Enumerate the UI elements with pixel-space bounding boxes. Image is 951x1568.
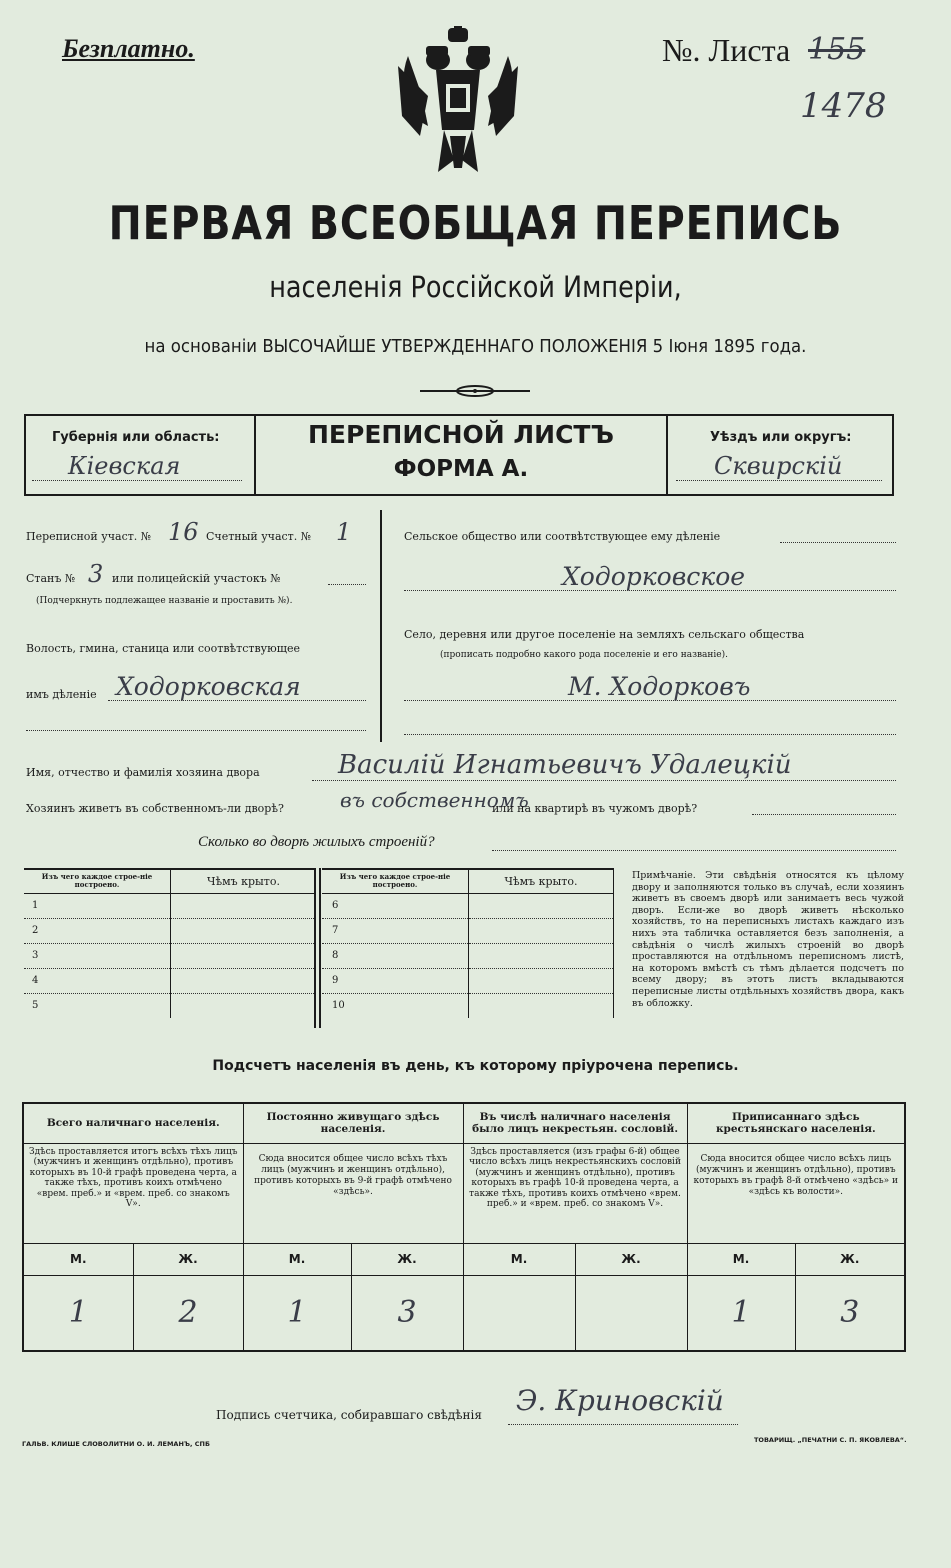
count-total-male: 1 xyxy=(23,1275,133,1351)
census-title: ПЕРВАЯ ВСЕОБЩАЯ ПЕРЕПИСЬ xyxy=(108,196,843,250)
male-label: М. xyxy=(23,1243,133,1275)
col-roof: Чѣмъ крыто. xyxy=(171,869,317,893)
buildings-table-right xyxy=(322,868,614,1018)
owner-lives-label: Хозяинъ живетъ въ собственномъ-ли дворѣ? xyxy=(26,802,284,815)
count-head-total: Всего наличнаго населенія. xyxy=(23,1103,243,1143)
uchast-label: Переписной участ. № xyxy=(26,530,152,543)
col-material: Изъ чего каждое строе-ніе построено. xyxy=(322,869,469,893)
ornament-divider xyxy=(420,384,530,398)
buildings-table-left xyxy=(24,868,316,1018)
obshchestvo-value: Ходорковское xyxy=(562,562,746,591)
selo-value: М. Ходорковъ xyxy=(568,672,751,701)
count-title: Подсчетъ населенія въ день, къ которому пріурочена перепись. xyxy=(212,1058,739,1074)
form-title: ПЕРЕПИСНОЙ ЛИСТЪ xyxy=(308,420,614,449)
female-label: Ж. xyxy=(351,1243,463,1275)
volost-line2 xyxy=(26,730,366,731)
buildings-question: Сколько во дворѣ жилыхъ строеній? xyxy=(198,834,435,850)
selo-label: Село, деревня или другое поселеніе на земляхъ сельскаго общества xyxy=(404,628,805,641)
stan-label: Станъ № xyxy=(26,572,76,585)
building-row-number: 9 xyxy=(322,968,469,993)
sheet-number-alt: 1478 xyxy=(800,86,887,126)
population-count-table xyxy=(22,1102,906,1352)
stan-rest: или полицейскій участокъ № xyxy=(112,572,281,585)
uezd-line xyxy=(676,480,882,481)
volost-value: Ходорковская xyxy=(116,672,301,701)
building-row-number: 5 xyxy=(24,993,171,1018)
uchast-value: 16 xyxy=(168,518,199,546)
divider xyxy=(254,414,256,496)
stan-line xyxy=(328,584,366,585)
count-nonpeasant-female xyxy=(575,1275,687,1351)
count-total-female: 2 xyxy=(133,1275,243,1351)
owner-lives-line xyxy=(752,814,896,815)
signature-label: Подпись счетчика, собиравшаго свѣдѣнія xyxy=(216,1408,482,1422)
owner-lives-value: въ собственномъ xyxy=(340,788,529,812)
building-row-number: 2 xyxy=(24,918,171,943)
male-label: М. xyxy=(687,1243,795,1275)
obshchestvo-line xyxy=(780,542,896,543)
gubernia-line xyxy=(32,480,242,481)
selo-line xyxy=(404,700,896,701)
uezd-value: Сквирскій xyxy=(714,452,843,480)
gubernia-value: Кіевская xyxy=(68,452,181,480)
male-label: М. xyxy=(463,1243,575,1275)
volost-label2: имъ дѣленіе xyxy=(26,688,97,701)
female-label: Ж. xyxy=(795,1243,905,1275)
obshchestvo-label: Сельское общество или соотвѣтствующее ему дѣленіе xyxy=(404,530,721,543)
footer-left: ГАЛЬВ. КЛИШЕ СЛОВОЛИТНИ О. И. ЛЕМАНЪ, СПБ xyxy=(22,1440,210,1448)
building-row-number: 7 xyxy=(322,918,469,943)
count-permanent-male: 1 xyxy=(243,1275,351,1351)
schet-value: 1 xyxy=(336,518,352,546)
count-desc: Сюда вносится общее число всѣхъ лицъ (мужчинъ и женщинъ отдѣльно), противъ которыхъ въ графѣ 8-й отмѣчено «здѣсь» и «здѣсь къ волости». xyxy=(687,1143,905,1243)
count-peasant-male: 1 xyxy=(687,1275,795,1351)
signature-value: Э. Криновскій xyxy=(516,1384,724,1417)
gubernia-label: Губернія или область: xyxy=(52,430,220,445)
count-peasant-female: 3 xyxy=(795,1275,905,1351)
building-row-number: 10 xyxy=(322,993,469,1018)
buildings-line xyxy=(492,850,896,851)
count-head-peasant: Приписаннаго здѣсь крестьянскаго населенія. xyxy=(687,1103,905,1143)
schet-label: Счетный участ. № xyxy=(206,530,312,543)
count-head-nonpeasant: Въ числѣ наличнаго населенія было лицъ некрестьян. сословій. xyxy=(463,1103,687,1143)
obshchestvo-line2 xyxy=(404,590,896,591)
double-headed-eagle-emblem xyxy=(388,26,528,176)
owner-lives-rest: или на квартирѣ въ чужомъ дворѣ? xyxy=(492,802,698,815)
census-subtitle: населенія Россійской Имперіи, xyxy=(269,270,682,304)
male-label: М. xyxy=(243,1243,351,1275)
census-basis: на основаніи ВЫСОЧАЙШЕ УТВЕРЖДЕННАГО ПОЛОЖЕНІЯ 5 Іюня 1895 года. xyxy=(144,336,807,357)
building-row-number: 4 xyxy=(24,968,171,993)
free-label: Безплатно. xyxy=(62,34,195,63)
owner-name-label: Имя, отчество и фамилія хозяина двора xyxy=(26,766,260,779)
signature-line xyxy=(508,1424,738,1425)
buildings-note: Примѣчаніе. Эти свѣдѣнія относятся къ цѣлому двору и заполняются только въ случаѣ, если хозяинъ живетъ въ своемъ дворѣ или занимаетъ весь чужой дворъ. Если-же во дворѣ живетъ нѣсколько хозяйствъ, то на переписныхъ листахъ каждаго изъ нихъ эта табличка оставляется безъ заполненія, а свѣдѣнія о числѣ жилыхъ строеній во дворѣ проставляются на отдѣльномъ переписномъ листѣ, на которомъ вмѣстѣ съ тѣмъ дѣлается подсчетъ по всему двору; въ этотъ листъ вкладываются переписные листы отдѣльныхъ хозяйствъ двора, какъ въ обложку. xyxy=(632,870,904,1009)
count-head-permanent: Постоянно живущаго здѣсь населенія. xyxy=(243,1103,463,1143)
female-label: Ж. xyxy=(133,1243,243,1275)
count-permanent-female: 3 xyxy=(351,1275,463,1351)
form-subtitle: ФОРМА А. xyxy=(393,456,529,482)
selo-line2 xyxy=(404,734,896,735)
building-row-number: 8 xyxy=(322,943,469,968)
building-row-number: 3 xyxy=(24,943,171,968)
volost-line xyxy=(108,700,366,701)
female-label: Ж. xyxy=(575,1243,687,1275)
vertical-divider xyxy=(380,510,382,742)
sheet-number-value: 155 xyxy=(808,32,866,67)
uezd-label: Уѣздъ или округъ: xyxy=(710,430,852,445)
divider xyxy=(666,414,668,496)
owner-name-line xyxy=(312,780,896,781)
tables-double-rule xyxy=(314,868,321,1028)
building-row-number: 6 xyxy=(322,893,469,918)
volost-label: Волость, гмина, станица или соотвѣтствующее xyxy=(26,642,300,655)
count-nonpeasant-male xyxy=(463,1275,575,1351)
owner-name-value: Василій Игнатьевичъ Удалецкій xyxy=(338,750,792,780)
col-material: Изъ чего каждое строе-ніе построено. xyxy=(24,869,171,893)
stan-value: 3 xyxy=(88,560,104,588)
count-desc: Здѣсь проставляется итогъ всѣхъ тѣхъ лицъ (мужчинъ и женщинъ отдѣльно), противъ которыхъ въ 10-й графѣ проведена черта, а также тѣхъ, противъ коихъ отмѣчено «врем. преб.» и «врем. преб. со знакомъ V». xyxy=(23,1143,243,1243)
count-desc: Сюда вносится общее число всѣхъ тѣхъ лицъ (мужчинъ и женщинъ отдѣльно), противъ которыхъ въ 9-й графѣ отмѣчено «здѣсь». xyxy=(243,1143,463,1243)
col-roof: Чѣмъ крыто. xyxy=(469,869,614,893)
count-desc: Здѣсь проставляется (изъ графы 6-й) общее число всѣхъ лицъ некрестьянскихъ сословій (мужчинъ и женщинъ отдѣльно), противъ которыхъ въ графѣ 10-й проведена черта, а также тѣхъ, противъ коихъ отмѣчено «врем. преб.» и «врем. преб. со знакомъ V». xyxy=(463,1143,687,1243)
sheet-number-label: №. Листа xyxy=(662,32,791,68)
stan-note: (Подчеркнуть подлежащее названіе и проставить №). xyxy=(36,596,293,606)
selo-note: (прописать подробно какого рода поселеніе и его названіе). xyxy=(440,650,728,660)
building-row-number: 1 xyxy=(24,893,171,918)
footer-right: ТОВАРИЩ. „ПЕЧАТНИ С. П. ЯКОВЛЕВА“. xyxy=(754,1436,907,1444)
